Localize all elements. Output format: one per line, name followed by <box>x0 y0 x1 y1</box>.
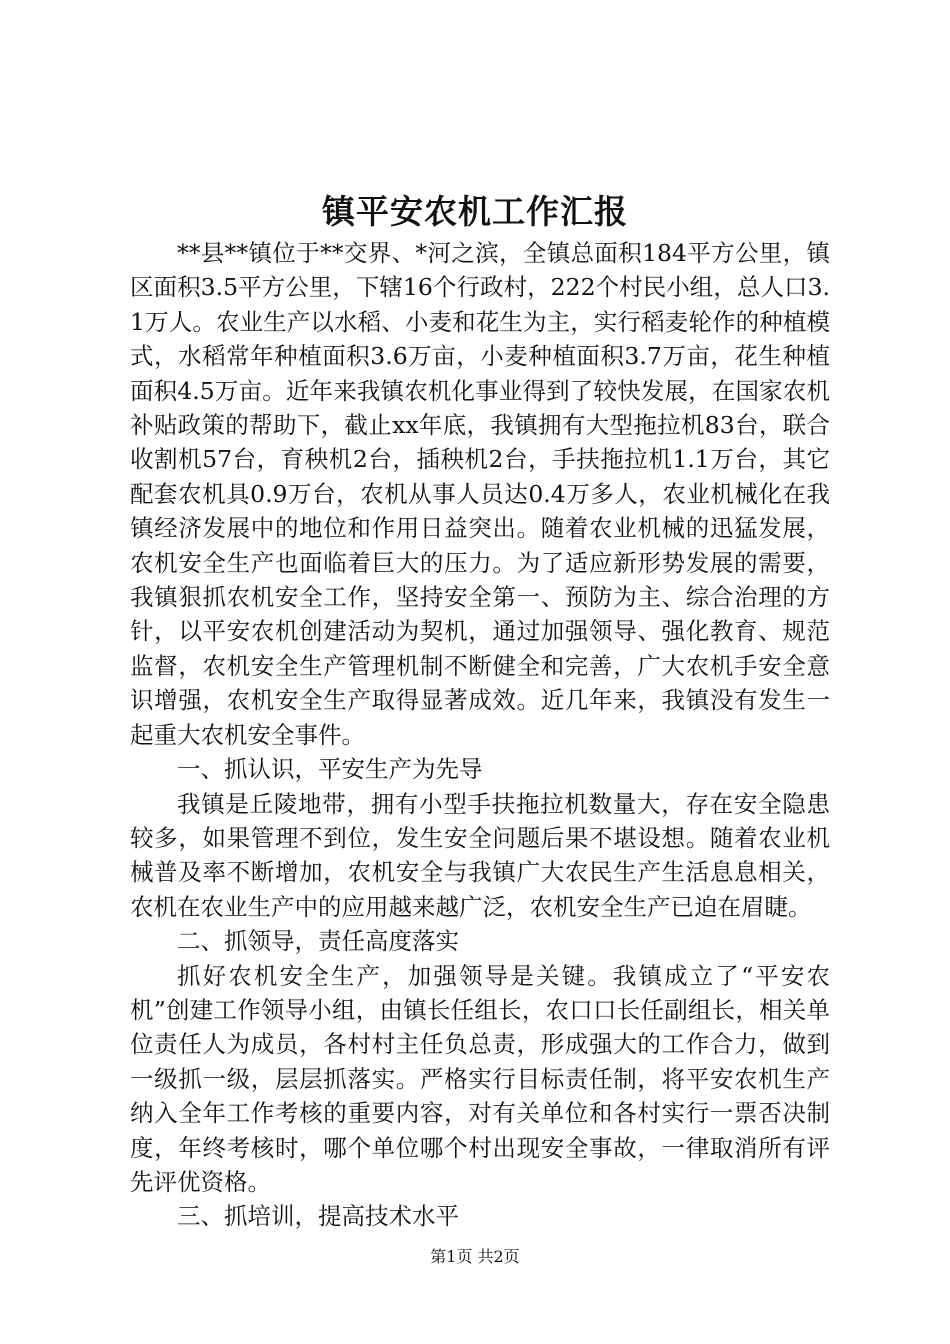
section-heading-3: 三、抓培训，提高技术水平 <box>177 1202 459 1231</box>
document-body <box>130 236 830 1234</box>
paragraph-section-2: 抓好农机安全生产，加强领导是关键。我镇成立了“平安农机”创建工作领导小组，由镇长任组长，农口口长任副组长，相关单位责任人为成员，各村村主任负总责，形成强大的工作合力，做到一级抓一级，层层抓落实。严格实行目标责任制，将平安农机生产纳入全年工作考核的重要内容，对有关单位和各村实行一票否决制度，年终考核时，哪个单位哪个村出现安全事故，一律取消所有评先评优资格。 <box>130 961 830 1196</box>
section-heading-1: 一、抓认识，平安生产为先导 <box>177 755 483 784</box>
paragraph-intro: **县**镇位于**交界、*河之滨，全镇总面积184平方公里，镇区面积3.5平方公里，下辖16个行政村，222个村民小组，总人口3.1万人。农业生产以水稻、小麦和花生为主，实行稻麦轮作的种植模式，水稻常年种植面积3.6万亩，小麦种植面积3.7万亩，花生种植面积4.5万亩。近年来我镇农机化事业得到了较快发展，在国家农机补贴政策的帮助下，截止xx年底，我镇拥有大型拖拉机83台，联合收割机57台，育秧机2台，插秧机2台，手扶拖拉机1.1万台，其它配套农机具0.9万台，农机从事人员达0.4万多人，农业机械化在我镇经济发展中的地位和作用日益突出。随着农业机械的迅猛发展，农机安全生产也面临着巨大的压力。为了适应新形势发展的需要，我镇狠抓农机安全工作，坚持安全第一、预防为主、综合治理的方针，以平安农机创建活动为契机，通过加强领导、强化教育、规范监督，农机安全生产管理机制不断健全和完善，广大农机手安全意识增强，农机安全生产取得显著成效。近几年来，我镇没有发生一起重大农机安全事件。 <box>130 239 830 749</box>
page-title: 镇平安农机工作汇报 <box>322 192 628 231</box>
section-heading-2: 二、抓领导，责任高度落实 <box>177 927 459 956</box>
page-footer: 第1页 共2页 <box>430 1247 520 1266</box>
paragraph-section-1: 我镇是丘陵地带，拥有小型手扶拖拉机数量大，存在安全隐患较多，如果管理不到位，发生安全问题后果不堪设想。随着农业机械普及率不断增加，农机安全与我镇广大农民生产生活息息相关，农机在农业生产中的应用越来越广泛，农机安全生产已迫在眉睫。 <box>130 789 830 921</box>
